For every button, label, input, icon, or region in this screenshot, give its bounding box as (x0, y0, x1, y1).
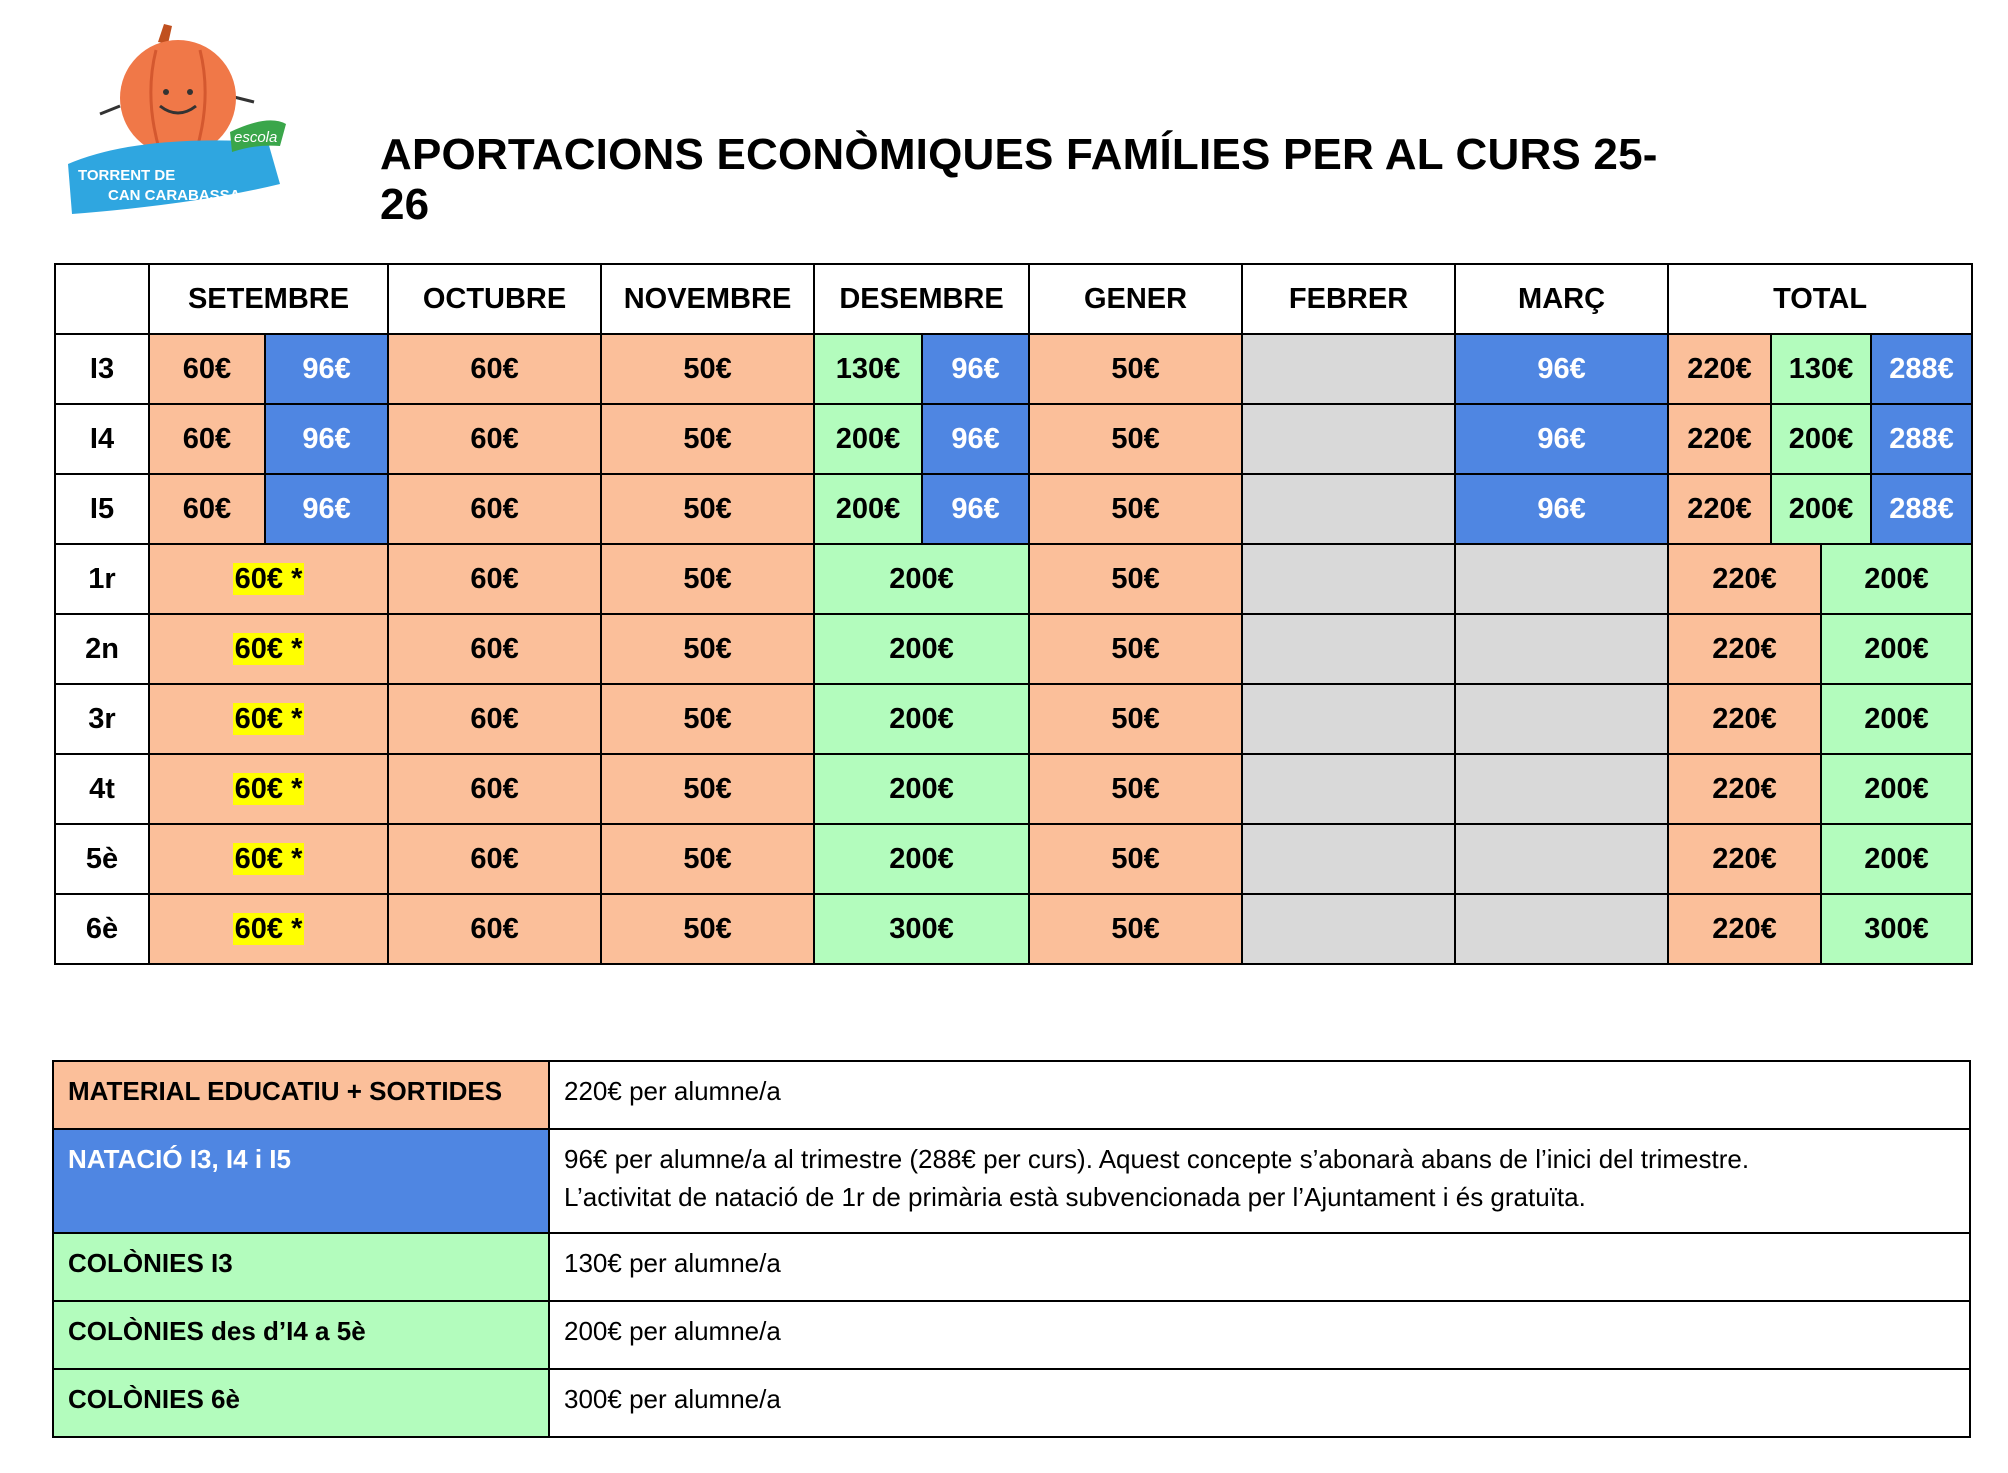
cell-desembre: 200€ (814, 824, 1029, 894)
logo-line-1: TORRENT DE (78, 167, 176, 184)
cell-total-material: 220€ (1668, 474, 1771, 544)
cell-total-natacio: 288€ (1871, 334, 1972, 404)
cell-octubre: 60€ (388, 334, 601, 404)
cell-gener: 50€ (1029, 544, 1242, 614)
row-label: I5 (55, 474, 149, 544)
setembre-value: 60€ * (234, 912, 303, 945)
cell-total-colonies: 200€ (1771, 404, 1871, 474)
corner-cell (55, 264, 149, 334)
cell-octubre: 60€ (388, 474, 601, 544)
cell-desembre: 200€ (814, 614, 1029, 684)
table-row (55, 334, 1972, 404)
legend-key-colonies-i4-5e: COLÒNIES des d’I4 a 5è (53, 1301, 549, 1369)
cell-desembre-natacio: 96€ (922, 474, 1029, 544)
cell-novembre: 50€ (601, 404, 814, 474)
header-row (55, 264, 1972, 334)
cell-setembre-natacio: 96€ (265, 474, 388, 544)
header-febrer: FEBRER (1242, 264, 1455, 334)
cell-octubre: 60€ (388, 824, 601, 894)
setembre-value: 60€ * (234, 702, 303, 735)
table-row (55, 824, 1972, 894)
cell-octubre: 60€ (388, 544, 601, 614)
row-label: 3r (55, 684, 149, 754)
header-marc: MARÇ (1455, 264, 1668, 334)
cell-total-material: 220€ (1668, 544, 1821, 614)
cell-desembre: 200€ (814, 544, 1029, 614)
cell-febrer (1242, 684, 1455, 754)
legend-text-natacio (549, 1129, 1970, 1233)
row-label: I3 (55, 334, 149, 404)
cell-total-material: 220€ (1668, 684, 1821, 754)
cell-febrer (1242, 614, 1455, 684)
legend-text-material: 220€ per alumne/a (549, 1061, 1970, 1129)
cell-febrer (1242, 754, 1455, 824)
cell-total-material: 220€ (1668, 334, 1771, 404)
cell-novembre: 50€ (601, 894, 814, 964)
cell-novembre: 50€ (601, 474, 814, 544)
cell-gener: 50€ (1029, 754, 1242, 824)
cell-febrer (1242, 544, 1455, 614)
setembre-value: 60€ * (234, 772, 303, 805)
contributions-table (54, 263, 1973, 965)
cell-gener: 50€ (1029, 474, 1242, 544)
legend-row (53, 1301, 1970, 1369)
header-octubre: OCTUBRE (388, 264, 601, 334)
cell-setembre (149, 544, 388, 614)
cell-desembre-colonies: 200€ (814, 474, 922, 544)
cell-setembre-material: 60€ (149, 404, 265, 474)
cell-total-colonies: 200€ (1821, 754, 1972, 824)
legend-text-natacio-line-2: L’activitat de natació de 1r de primària està subvencionada per l’Ajuntament i és gratuïta. (564, 1182, 1586, 1212)
cell-marc (1455, 754, 1668, 824)
cell-setembre (149, 684, 388, 754)
cell-novembre: 50€ (601, 824, 814, 894)
cell-novembre: 50€ (601, 754, 814, 824)
cell-setembre (149, 614, 388, 684)
cell-octubre: 60€ (388, 754, 601, 824)
legend-text-colonies-6e: 300€ per alumne/a (549, 1369, 1970, 1437)
cell-total-material: 220€ (1668, 894, 1821, 964)
cell-setembre-natacio: 96€ (265, 334, 388, 404)
cell-octubre: 60€ (388, 404, 601, 474)
cell-total-material: 220€ (1668, 754, 1821, 824)
cell-novembre: 50€ (601, 544, 814, 614)
cell-gener: 50€ (1029, 404, 1242, 474)
cell-setembre (149, 894, 388, 964)
cell-novembre: 50€ (601, 684, 814, 754)
header-total: TOTAL (1668, 264, 1972, 334)
cell-octubre: 60€ (388, 684, 601, 754)
cell-marc (1455, 894, 1668, 964)
cell-marc (1455, 614, 1668, 684)
cell-setembre-material: 60€ (149, 334, 265, 404)
table-row (55, 614, 1972, 684)
cell-febrer (1242, 334, 1455, 404)
school-logo (48, 14, 298, 214)
legend-text-natacio-line-1: 96€ per alumne/a al trimestre (288€ per curs). Aquest concepte s’abonarà abans de l’inici del trimestre. (564, 1144, 1750, 1174)
page-title: APORTACIONS ECONÒMIQUES FAMÍLIES PER AL CURS 25-26 (380, 130, 1658, 229)
cell-gener: 50€ (1029, 334, 1242, 404)
cell-gener: 50€ (1029, 894, 1242, 964)
cell-total-colonies: 200€ (1821, 614, 1972, 684)
cell-total-colonies: 300€ (1821, 894, 1972, 964)
setembre-value: 60€ * (234, 632, 303, 665)
legend-row (53, 1129, 1970, 1233)
header-novembre: NOVEMBRE (601, 264, 814, 334)
cell-marc (1455, 824, 1668, 894)
row-label: 5è (55, 824, 149, 894)
table-row (55, 684, 1972, 754)
legend-row (53, 1233, 1970, 1301)
cell-setembre-natacio: 96€ (265, 404, 388, 474)
setembre-value: 60€ * (234, 562, 303, 595)
cell-gener: 50€ (1029, 614, 1242, 684)
table-row (55, 894, 1972, 964)
row-label: 1r (55, 544, 149, 614)
cell-total-material: 220€ (1668, 404, 1771, 474)
header-setembre: SETEMBRE (149, 264, 388, 334)
logo-line-2: CAN CARABASSA (108, 187, 241, 204)
legend-key-material: MATERIAL EDUCATIU + SORTIDES (53, 1061, 549, 1129)
legend-text-colonies-i3: 130€ per alumne/a (549, 1233, 1970, 1301)
cell-setembre-material: 60€ (149, 474, 265, 544)
row-label: 2n (55, 614, 149, 684)
cell-marc: 96€ (1455, 474, 1668, 544)
cell-desembre-natacio: 96€ (922, 334, 1029, 404)
row-label: 4t (55, 754, 149, 824)
table-row (55, 544, 1972, 614)
cell-total-natacio: 288€ (1871, 474, 1972, 544)
cell-desembre: 200€ (814, 684, 1029, 754)
row-label: I4 (55, 404, 149, 474)
cell-desembre: 300€ (814, 894, 1029, 964)
cell-total-colonies: 200€ (1821, 824, 1972, 894)
cell-setembre (149, 824, 388, 894)
legend-text-colonies-i4-5e: 200€ per alumne/a (549, 1301, 1970, 1369)
cell-total-material: 220€ (1668, 614, 1821, 684)
logo-tag: escola (234, 129, 278, 146)
cell-gener: 50€ (1029, 824, 1242, 894)
cell-octubre: 60€ (388, 614, 601, 684)
cell-febrer (1242, 824, 1455, 894)
cell-octubre: 60€ (388, 894, 601, 964)
header-desembre: DESEMBRE (814, 264, 1029, 334)
cell-febrer (1242, 474, 1455, 544)
cell-febrer (1242, 894, 1455, 964)
cell-novembre: 50€ (601, 614, 814, 684)
cell-desembre-colonies: 200€ (814, 404, 922, 474)
legend-row (53, 1369, 1970, 1437)
setembre-value: 60€ * (234, 842, 303, 875)
cell-desembre-colonies: 130€ (814, 334, 922, 404)
cell-total-colonies: 200€ (1771, 474, 1871, 544)
legend-table (52, 1060, 1971, 1438)
cell-total-natacio: 288€ (1871, 404, 1972, 474)
cell-setembre (149, 754, 388, 824)
cell-gener: 50€ (1029, 684, 1242, 754)
cell-marc (1455, 544, 1668, 614)
cell-desembre: 200€ (814, 754, 1029, 824)
cell-desembre-natacio: 96€ (922, 404, 1029, 474)
cell-marc (1455, 684, 1668, 754)
table-row (55, 474, 1972, 544)
header-gener: GENER (1029, 264, 1242, 334)
cell-novembre: 50€ (601, 334, 814, 404)
cell-total-colonies: 130€ (1771, 334, 1871, 404)
legend-key-colonies-6e: COLÒNIES 6è (53, 1369, 549, 1437)
table-row (55, 754, 1972, 824)
legend-key-colonies-i3: COLÒNIES I3 (53, 1233, 549, 1301)
cell-total-colonies: 200€ (1821, 684, 1972, 754)
cell-marc: 96€ (1455, 404, 1668, 474)
legend-key-natacio: NATACIÓ I3, I4 i I5 (53, 1129, 549, 1233)
cell-total-material: 220€ (1668, 824, 1821, 894)
cell-febrer (1242, 404, 1455, 474)
row-label: 6è (55, 894, 149, 964)
cell-total-colonies: 200€ (1821, 544, 1972, 614)
cell-marc: 96€ (1455, 334, 1668, 404)
legend-row (53, 1061, 1970, 1129)
table-row (55, 404, 1972, 474)
